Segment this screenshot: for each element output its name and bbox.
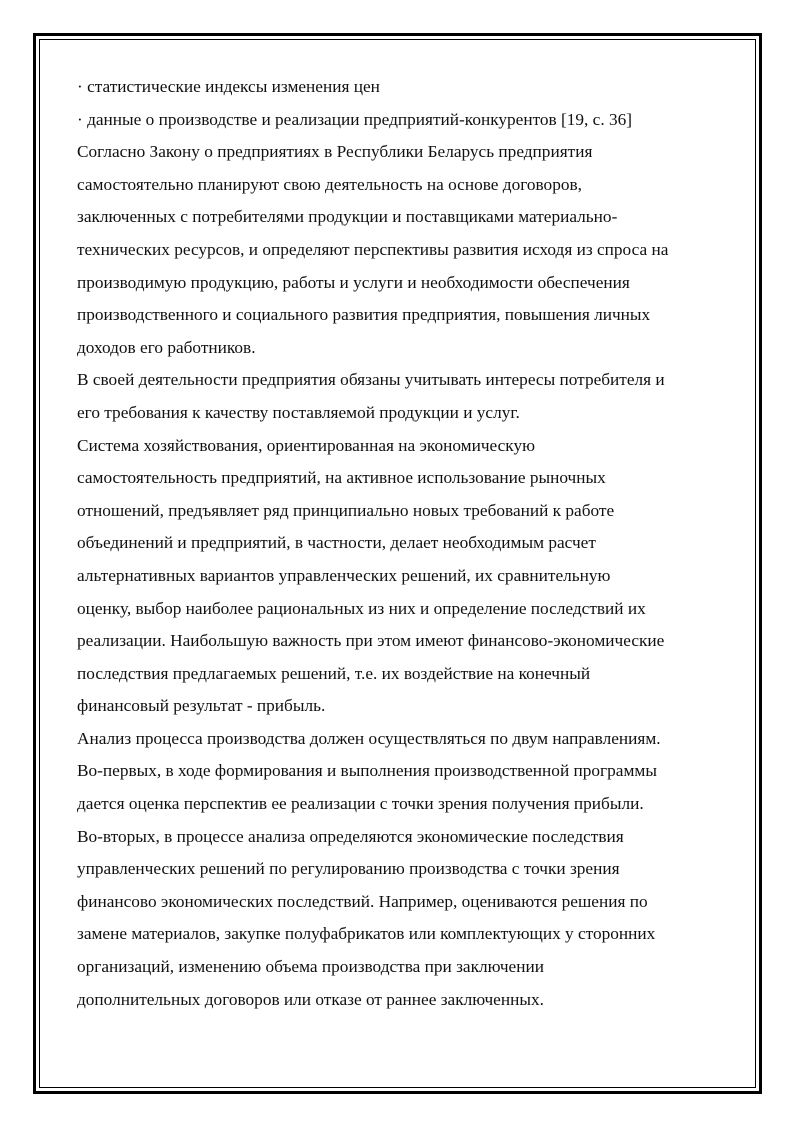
text-line: доходов его работников.	[77, 337, 256, 357]
text-line: Во-первых, в ходе формирования и выполнения производственной программы	[77, 761, 657, 781]
text-line: дается оценка перспектив ее реализации с точки зрения получения прибыли.	[77, 794, 644, 814]
text-line: управленческих решений по регулированию производства с точки зрения	[77, 859, 620, 879]
text-line: · данные о производстве и реализации предприятий-конкурентов [19, с. 36]	[77, 109, 633, 129]
text-line: Система хозяйствования, ориентированная на экономическую	[77, 435, 536, 455]
document-body	[77, 71, 727, 1016]
text-line: альтернативных вариантов управленческих решений, их сравнительную	[77, 565, 611, 585]
text-line: производственного и социального развития предприятия, повышения личных	[77, 305, 651, 325]
text-line: самостоятельно планируют свою деятельность на основе договоров,	[77, 174, 582, 194]
text-line: финансовый результат - прибыль.	[77, 696, 326, 716]
text-line: оценку, выбор наиболее рациональных из них и определение последствий их	[77, 598, 646, 618]
text-line: замене материалов, закупке полуфабрикатов или комплектующих у сторонних	[77, 924, 656, 944]
text-line: объединений и предприятий, в частности, делает необходимым расчет	[77, 533, 596, 553]
text-line: · статистические индексы изменения цен	[77, 77, 380, 96]
text-line: его требования к качеству поставляемой продукции и услуг.	[77, 402, 520, 422]
text-line: финансово экономических последствий. Например, оцениваются решения по	[77, 891, 648, 911]
text-line: технических ресурсов, и определяют перспективы развития исходя из спроса на	[77, 239, 669, 259]
text-line: производимую продукцию, работы и услуги и необходимости обеспечения	[77, 272, 630, 292]
text-line: Согласно Закону о предприятиях в Республики Беларусь предприятия	[77, 142, 593, 162]
text-line: Во-вторых, в процессе анализа определяются экономические последствия	[77, 826, 624, 846]
text-line: организаций, изменению объема производства при заключении	[77, 957, 544, 977]
text-line: заключенных с потребителями продукции и поставщиками материально-	[77, 207, 618, 227]
text-line: отношений, предъявляет ряд принципиально новых требований к работе	[77, 500, 615, 520]
text-line: В своей деятельности предприятия обязаны учитывать интересы потребителя и	[77, 370, 665, 390]
text-line: Анализ процесса производства должен осуществляться по двум направлениям.	[77, 728, 661, 748]
text-line: реализации. Наибольшую важность при этом имеют финансово-экономические	[77, 631, 665, 651]
text-line: самостоятельность предприятий, на активное использование рыночных	[77, 468, 606, 488]
text-line: дополнительных договоров или отказе от раннее заключенных.	[77, 989, 544, 1009]
text-line: последствия предлагаемых решений, т.е. их воздействие на конечный	[77, 663, 591, 683]
